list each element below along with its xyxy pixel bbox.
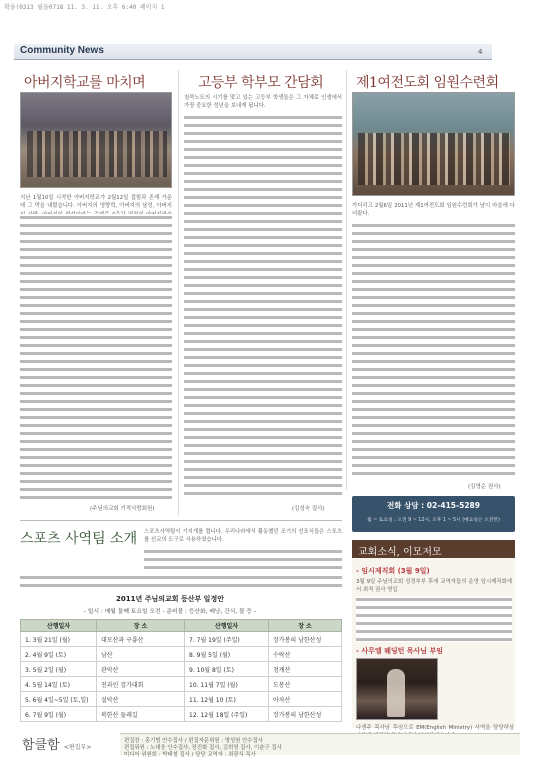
table-row: [21, 692, 342, 707]
table-cell: 12. 12월 18일 (주일): [185, 707, 269, 722]
table-row: [21, 662, 342, 677]
table-cell: 수락산: [269, 647, 342, 662]
table-cell: 5. 6월 4일~5일 (토,일): [21, 692, 97, 707]
sports-opening: 스포츠사역팀이 기지개를 켭니다. 우리나라에서 활동했던 조기의 선포식들은 스포츠를 선교의 도구로 사용하였습니다.: [144, 529, 342, 544]
article3-body: [352, 222, 515, 476]
article2-opening: 침묵노트의 시기를 맞고 있는 고등부 학생들은 그 자체로 인생에서 가장 중요한 성년을 보내게 됩니다.: [184, 95, 342, 110]
column-divider: [346, 70, 347, 490]
article2-byline: (김성숙 집사): [292, 506, 325, 512]
table-cell: 도봉산: [269, 677, 342, 692]
news-item-title: - 임시제직회 (3월 9일): [356, 567, 430, 575]
article1-byline: (주님의교회 기적사랑회원): [90, 506, 155, 512]
table-cell: 3. 5월 2일 (월): [21, 662, 97, 677]
print-mark: 확을(0313 월을0718 11. 3. 11. 오후 6:40 페이지 1: [4, 4, 165, 11]
footer-editors: 편집장 : 홍기범 안수집사 / 편집자문위원 : 명성원 안수집사: [124, 738, 263, 744]
table-row: [21, 647, 342, 662]
article1-photo: [20, 92, 172, 188]
table-cell: 4. 5월 14일 (토): [21, 677, 97, 692]
article3-opening: 가더리고 2월6일 2011년 제1여전도회 임원수련회가 남이 마을에 다녀왔다.: [352, 203, 515, 218]
article1-title: 아버지학교를 마치며: [24, 75, 146, 91]
news-item-photo: [356, 658, 438, 720]
article3-title: 제1여전도회 임원수련회: [356, 75, 499, 91]
page-number: 4: [478, 48, 483, 56]
article3-photo: [352, 92, 515, 196]
counseling-hours: 월 ~ 토요일 : 오전 9 ~ 12시, 오후 1 ~ 5시 (매요일은 오전만): [367, 518, 500, 523]
table-cell: 북한산 둘레길: [97, 707, 185, 722]
table-header: 산행일자: [185, 620, 269, 632]
sports-body-continued: [20, 574, 342, 590]
church-news-header: 교회소식, 이모저모: [352, 540, 515, 558]
table-cell: 9. 10월 8일 (토): [185, 662, 269, 677]
table-cell: 6. 7월 9일 (월): [21, 707, 97, 722]
table-cell: 8. 9월 5일 (월): [185, 647, 269, 662]
news-item-body: [356, 596, 512, 642]
table-cell: 대모산과 구룡산: [97, 632, 185, 647]
table-row: [21, 632, 342, 647]
table-cell: 천과인 검가대회: [97, 677, 185, 692]
table-cell: 남산: [97, 647, 185, 662]
news-item-text: 3월 9일 주님의교회 성경부부 후에 교역자들의 운영 임시제직회에서 최적 권사 영입: [356, 579, 512, 594]
table-header: 산행일자: [21, 620, 97, 632]
table-row: [21, 707, 342, 722]
article2-title: 고등부 학부모 간담회: [198, 75, 324, 91]
logo-subtext: <편집부>: [63, 744, 92, 751]
logo-text: 함클함: [22, 738, 60, 753]
table-cell: 1. 3월 21일 (월): [21, 632, 97, 647]
table-cell: 장가봉의 남한산성: [269, 707, 342, 722]
sports-title: 스포츠 사역팀 소개: [20, 531, 138, 547]
table-cell: 7. 7월 19일 (주일): [185, 632, 269, 647]
schedule-subtitle: - 일시 : 매월 둘째 토요일 오전 - 준비물 : 등산화, 배낭, 간식, 물 등 -: [83, 609, 257, 615]
hiking-schedule-table: [20, 619, 342, 722]
table-cell: 10. 11월 7일 (월): [185, 677, 269, 692]
table-cell: 관악산: [97, 662, 185, 677]
table-header: 장 소: [269, 620, 342, 632]
schedule-title: 2011년 주님의교회 등산부 일정안: [116, 595, 224, 603]
footer-media: 미디어 위원회 : 박태철 집사 / 담당 교역자 : 최광식 목사: [124, 752, 256, 758]
section-title: Community News: [20, 45, 104, 56]
table-cell: 11. 12월 10 (토): [185, 692, 269, 707]
section-divider: [20, 520, 342, 521]
table-cell: 설악산: [97, 692, 185, 707]
table-cell: 장가봉의 남한산성: [269, 632, 342, 647]
footer-editorial-board: 편집위원 : 노대웅 안수집사, 장진화 집사, 김희영 집사, 이춘구 집사: [124, 745, 282, 751]
article1-opening: 지난 1월10일 시작한 아버지학교가 2월12일 접힘과 존재 가운데 그 막을 내렸습니다. 아버지의 영향력, 아버지의 남성, 아버지: [20, 195, 172, 210]
sports-body: [144, 548, 342, 572]
table-cell: 청계산: [269, 662, 342, 677]
table-row: [21, 677, 342, 692]
article3-byline: (김영순 권사): [468, 484, 501, 490]
news-item-text: 나센주 목사님 후임으로 EM(English Ministry) 사역을 담당하실: [356, 725, 514, 731]
editorial-logo: [22, 734, 91, 753]
article1-body: [20, 214, 172, 500]
column-divider: [178, 70, 179, 516]
table-header: 장 소: [97, 620, 185, 632]
counseling-phone: 전화 상담 : 02-415-5289: [386, 501, 480, 510]
table-cell: 아차산: [269, 692, 342, 707]
table-cell: 2. 4월 9일 (토): [21, 647, 97, 662]
news-item-title: - 사무엘 웨딩턴 목사님 부임: [356, 647, 444, 655]
article2-body: [184, 114, 342, 498]
